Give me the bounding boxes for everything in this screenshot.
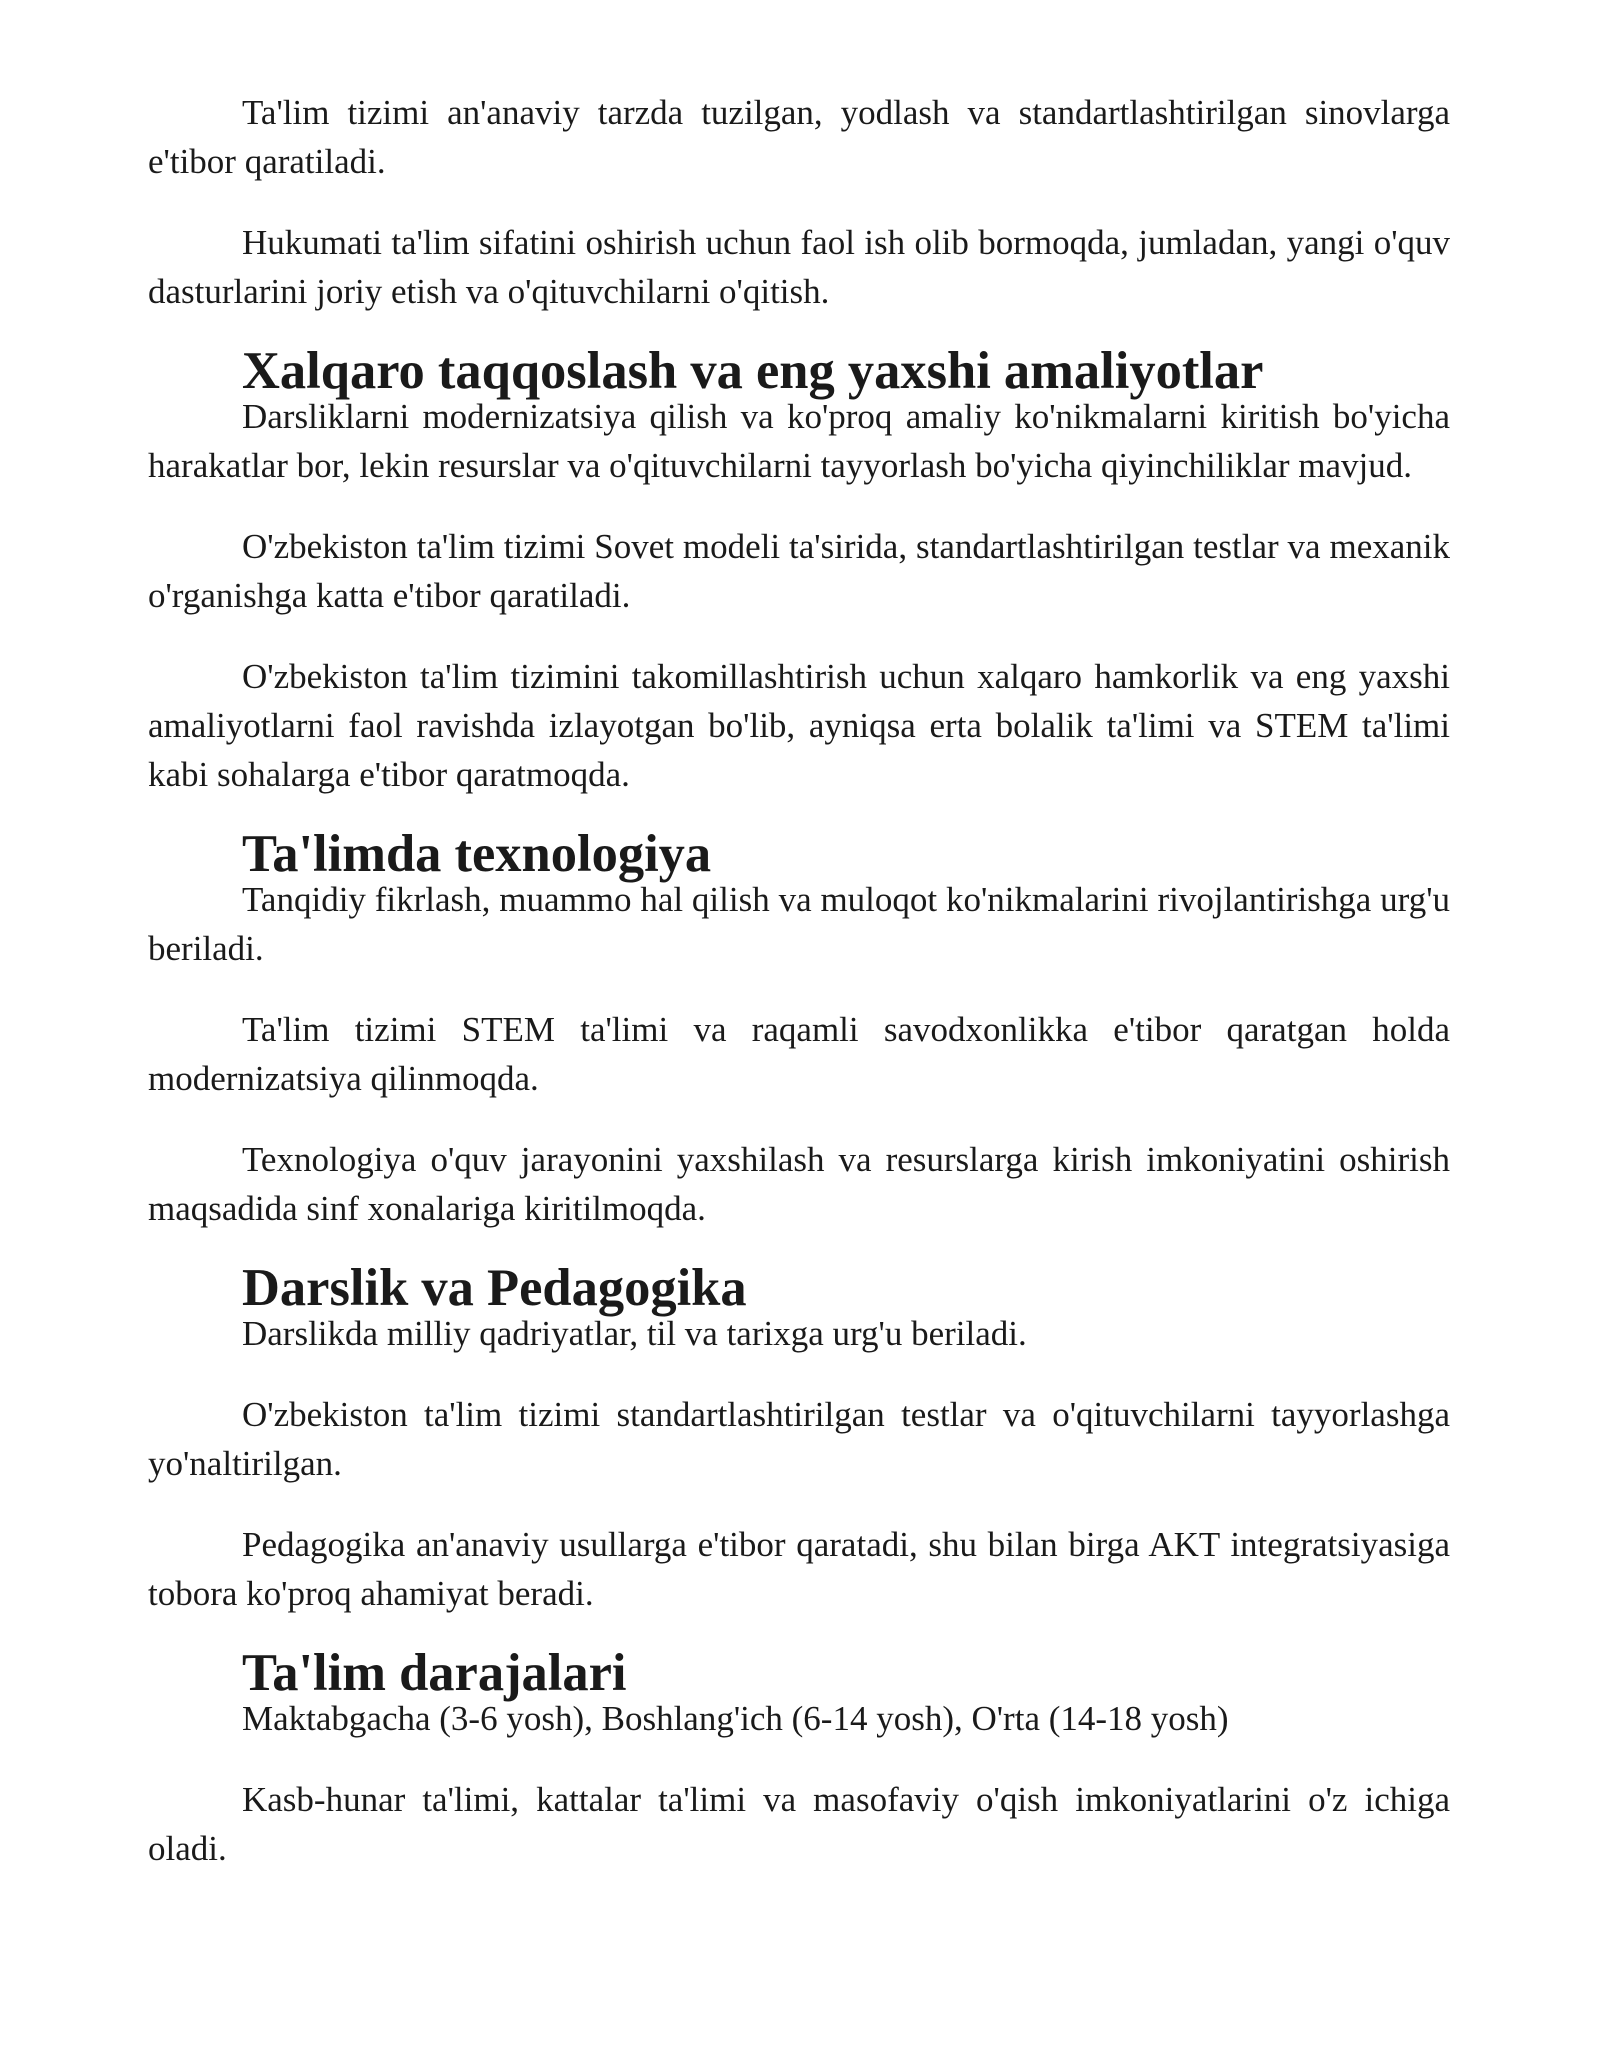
section-paragraph: Darslikda milliy qadriyatlar, til va tarixga urg'u beriladi. xyxy=(242,1314,1027,1353)
section-paragraph: O'zbekiston ta'lim tizimi standartlashtirilgan testlar va o'qituvchilarni tayyorlashga yo'naltirilgan. xyxy=(148,1395,1450,1483)
section-paragraph: O'zbekiston ta'lim tizimini takomillashtirish uchun xalqaro hamkorlik va eng yaxshi amaliyotlarni faol ravishda izlayotgan bo'lib, ayniqsa erta bolalik ta'limi va STEM ta'limi kabi sohalarga e'tibor qaratmoqda. xyxy=(148,657,1450,794)
section-textbook-and-pedagogy xyxy=(148,1259,1450,1618)
section-heading: Ta'limda texnologiya xyxy=(242,825,712,883)
section-education-levels xyxy=(148,1644,1450,1873)
section-paragraph: Kasb-hunar ta'limi, kattalar ta'limi va masofaviy o'qish imkoniyatlarini o'z ichiga oladi. xyxy=(148,1780,1450,1868)
section-paragraph: O'zbekiston ta'lim tizimi Sovet modeli ta'sirida, standartlashtirilgan testlar va mexanik o'rganishga katta e'tibor qaratiladi. xyxy=(148,527,1450,615)
section-paragraph: Pedagogika an'anaviy usullarga e'tibor qaratadi, shu bilan birga AKT integratsiyasiga tobora ko'proq ahamiyat beradi. xyxy=(148,1525,1450,1613)
section-international-comparison xyxy=(148,342,1450,799)
section-heading: Ta'lim darajalari xyxy=(242,1644,627,1702)
section-paragraph: Texnologiya o'quv jarayonini yaxshilash va resurslarga kirish imkoniyatini oshirish maqsadida sinf xonalariga kiritilmoqda. xyxy=(148,1140,1450,1228)
section-heading: Darslik va Pedagogika xyxy=(242,1259,747,1317)
intro-paragraph-1: Ta'lim tizimi an'anaviy tarzda tuzilgan, yodlash va standartlashtirilgan sinovlarga e'tibor qaratiladi. xyxy=(148,93,1450,181)
section-paragraph: Ta'lim tizimi STEM ta'limi va raqamli savodxonlikka e'tibor qaratgan holda modernizatsiya qilinmoqda. xyxy=(148,1010,1450,1098)
section-heading: Xalqaro taqqoslash va eng yaxshi amaliyotlar xyxy=(242,342,1264,400)
section-paragraph: Maktabgacha (3-6 yosh), Boshlang'ich (6-14 yosh), O'rta (14-18 yosh) xyxy=(242,1699,1229,1738)
intro-paragraph-2: Hukumati ta'lim sifatini oshirish uchun faol ish olib bormoqda, jumladan, yangi o'quv dasturlarini joriy etish va o'qituvchilarni o'qitish. xyxy=(148,223,1450,311)
section-paragraph: Tanqidiy fikrlash, muammo hal qilish va muloqot ko'nikmalarini rivojlantirishga urg'u beriladi. xyxy=(148,880,1450,968)
section-technology-in-education xyxy=(148,825,1450,1233)
section-paragraph: Darsliklarni modernizatsiya qilish va ko'proq amaliy ko'nikmalarni kiritish bo'yicha harakatlar bor, lekin resurslar va o'qituvchilarni tayyorlash bo'yicha qiyinchiliklar mavjud. xyxy=(148,397,1450,485)
document-page xyxy=(148,88,1450,1905)
